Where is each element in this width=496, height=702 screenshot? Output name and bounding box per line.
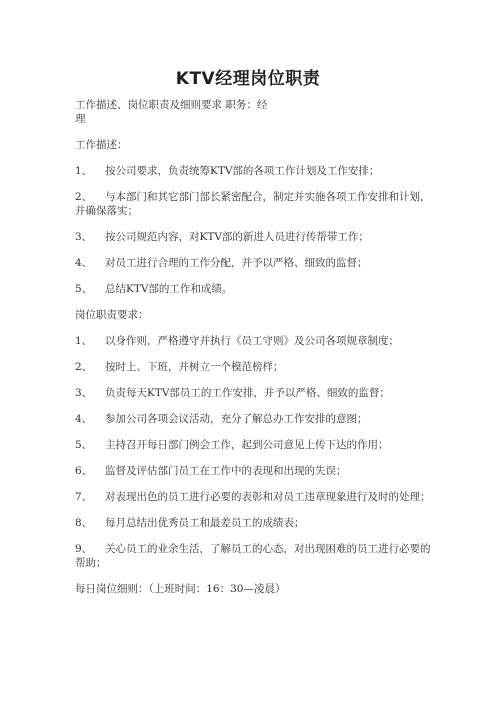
item-number: 1、 bbox=[75, 335, 93, 347]
item-number: 5、 bbox=[75, 283, 93, 295]
item-number: 3、 bbox=[75, 231, 93, 243]
section-responsibilities-label: 岗位职责要求： bbox=[75, 309, 149, 321]
item-text: 参加公司各项会议活动，充分了解总办工作安排的意图； bbox=[105, 413, 368, 425]
item-text: 每月总结出优秀员工和最差员工的成绩表； bbox=[105, 517, 305, 529]
intro-line-2: 理 bbox=[75, 113, 86, 125]
item-text: 对表现出色的员工进行必要的表彰和对员工违章现象进行及时的处理； bbox=[105, 491, 431, 503]
responsibility-item bbox=[75, 542, 431, 570]
item-number: 8、 bbox=[75, 517, 93, 529]
responsibility-item bbox=[75, 464, 431, 478]
job-description-item bbox=[75, 190, 431, 218]
document-title: KTV经理岗位职责 bbox=[175, 69, 321, 89]
item-number: 2、 bbox=[75, 191, 93, 203]
item-number: 4、 bbox=[75, 413, 93, 425]
item-number: 9、 bbox=[75, 543, 93, 555]
item-text: 负责每天KTV部员工的工作安排，并予以严格、细致的监督； bbox=[105, 387, 390, 399]
item-text: 对员工进行合理的工作分配，并予以严格、细致的监督； bbox=[105, 257, 368, 269]
intro-paragraph bbox=[75, 98, 431, 126]
item-text: 按公司规范内容，对KTV部的新进人员进行传帮带工作； bbox=[105, 231, 369, 243]
item-number: 4、 bbox=[75, 257, 93, 269]
item-number: 5、 bbox=[75, 439, 93, 451]
responsibility-item bbox=[75, 516, 431, 530]
intro-line-1: 工作描述、岗位职责及细则要求 职务：经 bbox=[75, 99, 268, 111]
item-text: 与本部门和其它部门部长紧密配合，制定并实施各项工作安排和计划，并确保落实； bbox=[75, 191, 431, 217]
document-body bbox=[75, 98, 431, 608]
item-text: 监督及评估部门员工在工作中的表现和出现的失误； bbox=[105, 465, 347, 477]
responsibility-item bbox=[75, 386, 431, 400]
item-text: 主持召开每日部门例会工作，起到公司意见上传下达的作用； bbox=[105, 439, 389, 451]
item-number: 7、 bbox=[75, 491, 93, 503]
job-description-item bbox=[75, 282, 431, 296]
daily-duties-heading: 每日岗位细则：（上班时间：16：30—凌晨） bbox=[75, 583, 286, 595]
section-job-description-label: 工作描述： bbox=[75, 139, 128, 151]
job-description-item bbox=[75, 230, 431, 244]
responsibility-item bbox=[75, 438, 431, 452]
job-description-item bbox=[75, 164, 431, 178]
item-number: 2、 bbox=[75, 361, 93, 373]
item-text: 按时上、下班，并树立一个模范榜样； bbox=[105, 361, 284, 373]
item-text: 以身作则，严格遵守并执行《员工守则》及公司各项规章制度； bbox=[105, 335, 399, 347]
item-number: 1、 bbox=[75, 165, 93, 177]
responsibility-item bbox=[75, 490, 431, 504]
responsibility-item bbox=[75, 360, 431, 374]
item-text: 关心员工的业余生活，了解员工的心态，对出现困难的员工进行必要的帮助； bbox=[75, 543, 431, 569]
responsibility-item bbox=[75, 334, 431, 348]
item-text: 总结KTV部的工作和成绩。 bbox=[105, 283, 233, 295]
item-number: 6、 bbox=[75, 465, 93, 477]
item-number: 3、 bbox=[75, 387, 93, 399]
item-text: 按公司要求，负责统筹KTV部的各项工作计划及工作安排； bbox=[105, 165, 380, 177]
responsibility-item bbox=[75, 412, 431, 426]
job-description-item bbox=[75, 256, 431, 270]
